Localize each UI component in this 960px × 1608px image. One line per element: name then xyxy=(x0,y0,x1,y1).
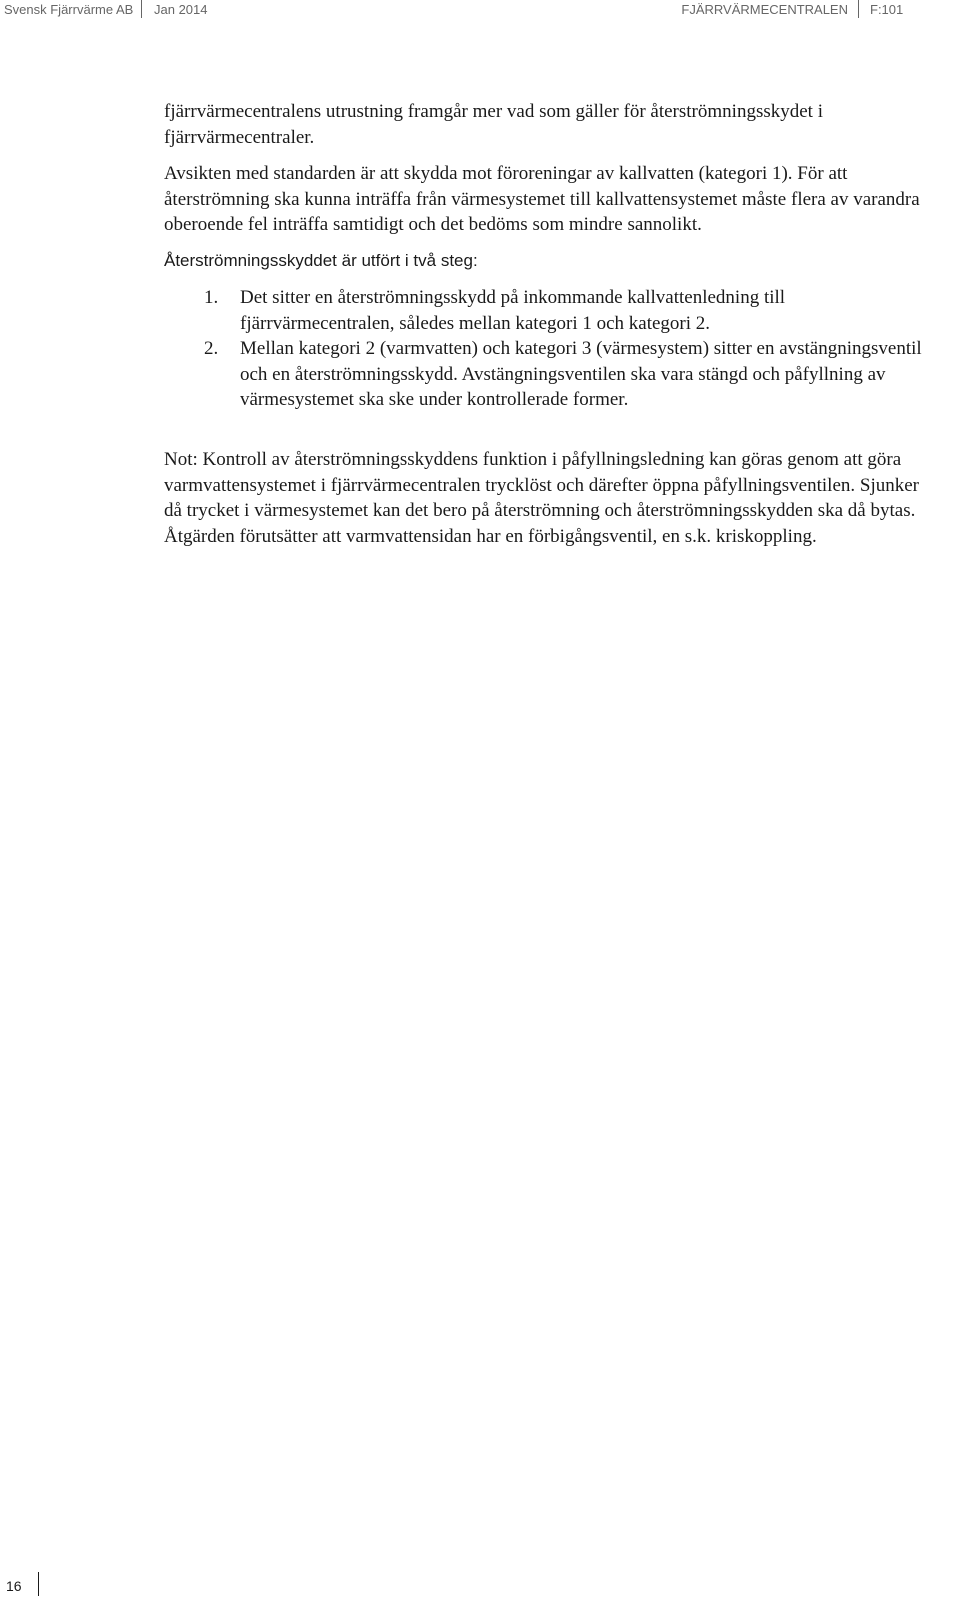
header-organization: Svensk Fjärrvärme AB xyxy=(4,2,134,17)
page-header xyxy=(0,0,960,22)
header-document-title: FJÄRRVÄRMECENTRALEN xyxy=(681,2,848,17)
list-item-text: Det sitter en återströmningsskydd på inkommande kallvattenledning till fjärrvärmecentralen, således mellan kategori 1 och kategori 2. xyxy=(240,286,786,334)
list-item xyxy=(164,336,934,413)
spacer xyxy=(164,413,934,447)
page-number: 16 xyxy=(6,1578,22,1594)
subheading: Återströmningsskyddet är utfört i två steg: xyxy=(164,250,478,270)
page-footer xyxy=(0,1572,960,1608)
list-item-number: 2. xyxy=(204,338,219,360)
spacer xyxy=(164,150,934,161)
paragraph: fjärrvärmecentralens utrustning framgår mer vad som gäller för återströmningsskydet i fjärrvärmecentraler. xyxy=(164,101,823,148)
footer-divider xyxy=(38,1572,39,1596)
spacer xyxy=(164,238,934,249)
list-item xyxy=(164,285,934,336)
note-paragraph: Not: Kontroll av återströmningsskyddens funktion i påfyllningsledning kan göras genom att göra varmvattensystemet i fjärrvärmecentralen trycklöst och därefter öppna påfyllningsventilen. Sjunker då trycket i värmesystemet kan det bero på återströmning och återströmningsskydden ska då bytas. Åtgärden förutsätter att varmvattensidan har en förbigångsventil, en s.k. kriskoppling. xyxy=(164,448,919,547)
header-divider xyxy=(858,0,859,18)
list-item-number: 1. xyxy=(204,286,219,308)
paragraph: Avsikten med standarden är att skydda mot föroreningar av kallvatten (kategori 1). För att återströmning ska kunna inträffa från värmesystemet till kallvattensystemet måste flera av varandra oberoende fel inträffa samtidigt och det bedöms som mindre sannolikt. xyxy=(164,163,920,236)
spacer xyxy=(164,273,934,285)
header-document-code: F:101 xyxy=(870,2,904,17)
steps-list xyxy=(164,285,934,413)
list-item-text: Mellan kategori 2 (varmvatten) och kategori 3 (värmesystem) sitter en avstängningsventil och en återströmningsskydd. Avstängningsventilen ska vara stängd och påfyllning av värmesystemet ska ske under kontrollerade former. xyxy=(240,338,922,411)
page-content xyxy=(164,99,934,549)
header-date: Jan 2014 xyxy=(154,2,208,17)
header-divider xyxy=(141,0,142,18)
